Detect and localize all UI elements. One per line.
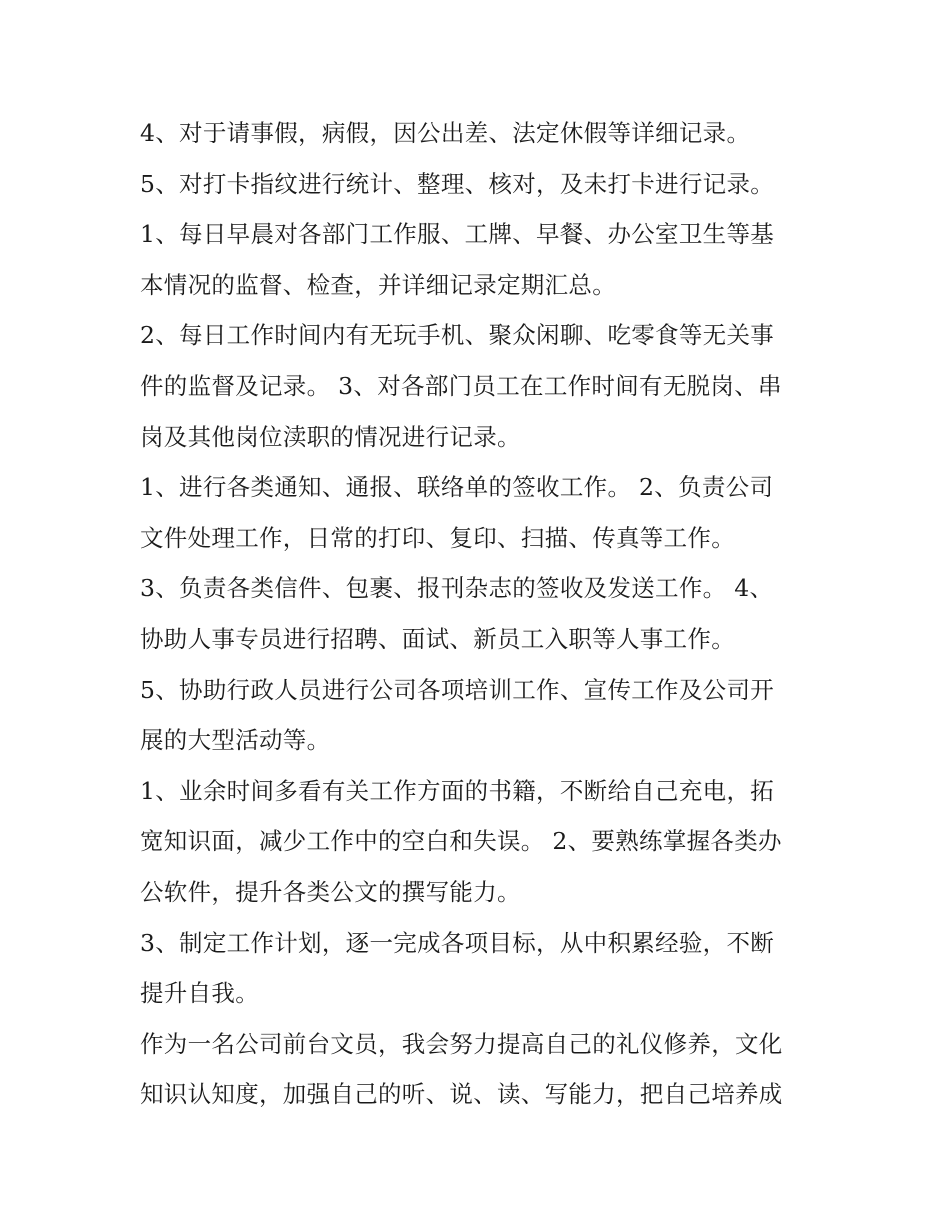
document-body [140,108,820,1120]
text-line: 2、每日工作时间内有无玩手机、聚众闲聊、吃零食等无关事 [140,321,775,350]
text-line: 1、业余时间多看有关工作方面的书籍，不断给自己充电，拓 [140,776,775,805]
text-line: 展的大型活动等。 [140,726,331,755]
text-line: 件的监督及记录。 3、对各部门员工在工作时间有无脱岗、串 [140,371,782,400]
text-line: 5、协助行政人员进行公司各项培训工作、宣传工作及公司开 [140,675,775,704]
text-line: 知识认知度，加强自己的听、说、读、写能力，把自己培养成 [140,1080,783,1109]
text-line: 协助人事专员进行招聘、面试、新员工入职等人事工作。 [140,624,735,653]
text-line: 公软件，提升各类公文的撰写能力。 [140,877,521,906]
text-line: 提升自我。 [140,979,259,1008]
text-line: 作为一名公司前台文员，我会努力提高自己的礼仪修养，文化 [140,1029,783,1058]
text-line: 文件处理工作，日常的打印、复印、扫描、传真等工作。 [140,523,735,552]
text-line: 3、制定工作计划，逐一完成各项目标，从中积累经验，不断 [140,928,775,957]
text-line: 5、对打卡指纹进行统计、整理、核对，及未打卡进行记录。 [140,169,775,198]
text-line: 本情况的监督、检查，并详细记录定期汇总。 [140,270,616,299]
text-line: 宽知识面，减少工作中的空白和失误。 2、要熟练掌握各类办 [140,827,782,856]
text-line: 1、进行各类通知、通报、联络单的签收工作。 2、负责公司 [140,473,774,502]
text-line: 4、对于请事假，病假，因公出差、法定休假等详细记录。 [140,119,751,147]
text-line: 岗及其他岗位渎职的情况进行记录。 [140,422,521,451]
text-line: 3、负责各类信件、包裹、报刊杂志的签收及发送工作。 4、 [140,574,774,603]
text-line: 1、每日早晨对各部门工作服、工牌、早餐、办公室卫生等基 [140,220,775,249]
